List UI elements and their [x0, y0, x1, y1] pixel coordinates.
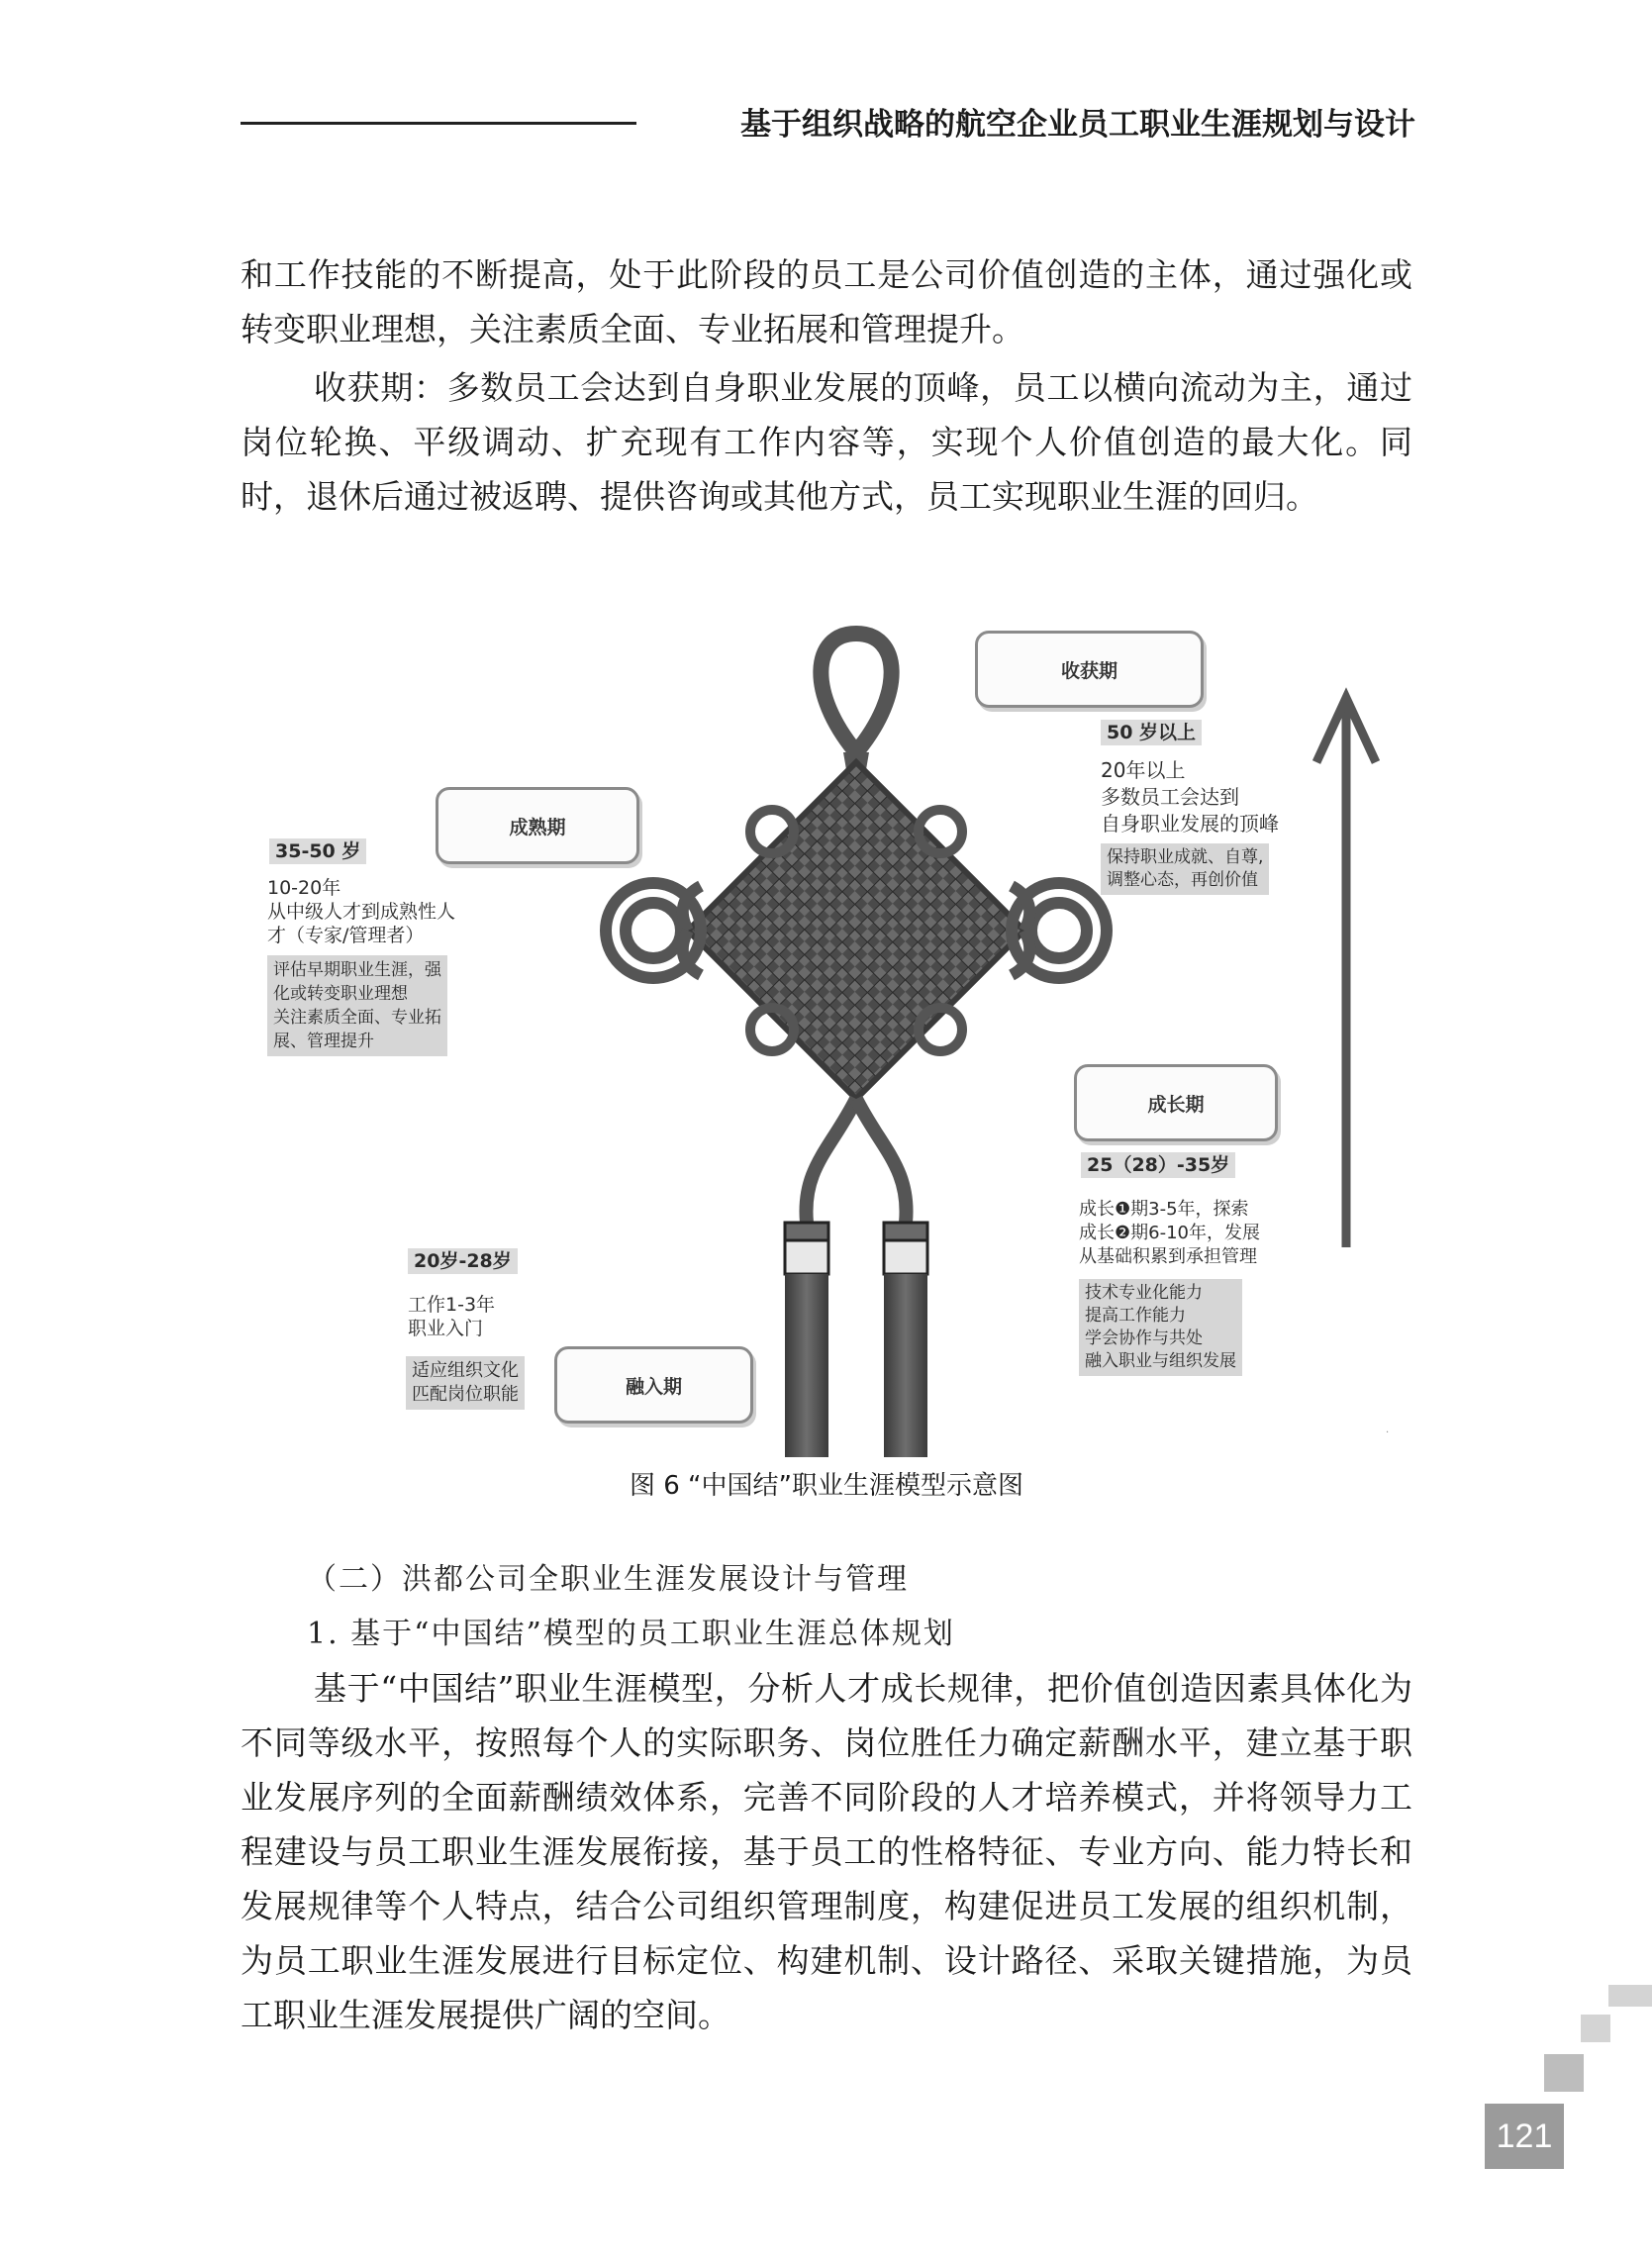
harvest-desc-2: 多数员工会达到 — [1101, 785, 1239, 809]
mature-note — [267, 955, 447, 1056]
running-header: 基于组织战略的航空企业员工职业生涯规划与设计 — [740, 107, 1415, 143]
knot-cords — [806, 1099, 906, 1223]
page-number: 121 — [1485, 2104, 1564, 2169]
harvest-note — [1101, 843, 1269, 895]
growth-note-3: 学会协作与共处 — [1085, 1328, 1203, 1348]
mature-note-4: 展、管理提升 — [273, 1032, 374, 1051]
growth-note — [1079, 1279, 1242, 1376]
section-title: （二）洪都公司全职业生涯发展设计与管理 — [307, 1562, 909, 1597]
harvest-age: 50 岁以上 — [1101, 721, 1202, 744]
entry-desc-1: 工作1-3年 — [408, 1294, 496, 1316]
growth-note-2: 提高工作能力 — [1085, 1306, 1186, 1326]
mature-note-3: 关注素质全面、专业拓 — [273, 1008, 441, 1028]
stage-label-entry: 融入期 — [625, 1375, 682, 1398]
knot-right-loops — [1012, 883, 1107, 978]
entry-age: 20岁-28岁 — [408, 1249, 518, 1273]
entry-desc — [408, 1293, 495, 1340]
paragraph-3: 基于“中国结”职业生涯模型，分析人才成长规律，把价值创造因素具体化为不同等级水平，按照每个人的实际职务、岗位胜任力确定薪酬水平，建立基于职业发展序列的全面薪酬绩效体系，完善不同阶段的人才培养模式，并将领导力工程建设与员工职业生涯发展衔接，基于员工的性格特征、专业方向、能力特长和发展规律等个人特点，结合公司组织管理制度，构建促进员工发展的组织机制，为员工职业生涯发展进行目标定位、构建机制、设计路径、采取关键措施，为员工职业生涯发展提供广阔的空间。 — [241, 1669, 1412, 2034]
figure-mark: · — [1386, 1427, 1390, 1438]
stage-box-entry — [554, 1346, 753, 1424]
entry-note-2: 匹配岗位职能 — [412, 1384, 519, 1405]
mature-age: 35-50 岁 — [269, 839, 366, 863]
harvest-desc-3: 自身职业发展的顶峰 — [1101, 812, 1279, 836]
growth-note-4: 融入职业与组织发展 — [1085, 1351, 1236, 1371]
corner-decoration — [1544, 2054, 1584, 2092]
entry-note — [406, 1356, 525, 1410]
knot-tassel-right — [884, 1223, 927, 1457]
harvest-note-2: 调整心态，再创价值 — [1107, 870, 1258, 890]
mature-desc-1: 10-20年 — [267, 877, 341, 899]
harvest-desc-1: 20年以上 — [1101, 758, 1186, 782]
knot-tassel-left — [785, 1223, 828, 1457]
growth-desc-1: 成长❶期3-5年，探索 — [1079, 1199, 1249, 1220]
corner-decoration — [1608, 1985, 1652, 2007]
corner-decoration — [1581, 2015, 1610, 2042]
progression-arrow — [1316, 698, 1376, 1247]
chinese-knot-figure — [238, 614, 1425, 1465]
growth-note-1: 技术专业化能力 — [1085, 1283, 1203, 1303]
mature-desc-3: 才（专家/管理者） — [267, 925, 425, 946]
growth-desc-2: 成长❷期6-10年，发展 — [1079, 1223, 1260, 1243]
growth-desc — [1079, 1198, 1260, 1269]
mature-note-1: 评估早期职业生涯，强 — [273, 960, 441, 980]
knot-left-loops — [606, 883, 701, 978]
harvest-desc — [1101, 757, 1279, 837]
harvest-note-1: 保持职业成就、自尊, — [1107, 847, 1264, 867]
stage-box-harvest — [975, 631, 1204, 708]
subsection-title: 1. 基于“中国结”模型的员工职业生涯总体规划 — [307, 1617, 955, 1651]
growth-desc-3: 从基础积累到承担管理 — [1079, 1246, 1257, 1267]
growth-age: 25（28）-35岁 — [1081, 1153, 1235, 1177]
mature-note-2: 化或转变职业理想 — [273, 984, 408, 1004]
stage-label-harvest: 收获期 — [1060, 659, 1118, 682]
entry-note-1: 适应组织文化 — [412, 1360, 519, 1381]
mature-desc-2: 从中级人才到成熟性人 — [267, 901, 456, 923]
stage-box-growth — [1074, 1064, 1278, 1141]
figure-caption: 图 6 “中国结”职业生涯模型示意图 — [629, 1471, 1023, 1501]
entry-desc-2: 职业入门 — [408, 1318, 484, 1339]
header-rule — [241, 122, 636, 125]
stage-label-mature: 成熟期 — [509, 816, 566, 838]
paragraph-2: 收获期：多数员工会达到自身职业发展的顶峰，员工以横向流动为主，通过岗位轮换、平级调动、扩充现有工作内容等，实现个人价值创造的最大化。同时，退休后通过被返聘、提供咨询或其他方式，员工实现职业生涯的回归。 — [241, 368, 1412, 516]
knot-body — [688, 762, 1024, 1099]
paragraph-1: 和工作技能的不断提高，处于此阶段的员工是公司价值创造的主体，通过强化或转变职业理想，关注素质全面、专业拓展和管理提升。 — [241, 255, 1412, 348]
stage-box-mature — [436, 787, 639, 864]
stage-label-growth: 成长期 — [1147, 1093, 1205, 1116]
mature-desc — [267, 876, 455, 947]
